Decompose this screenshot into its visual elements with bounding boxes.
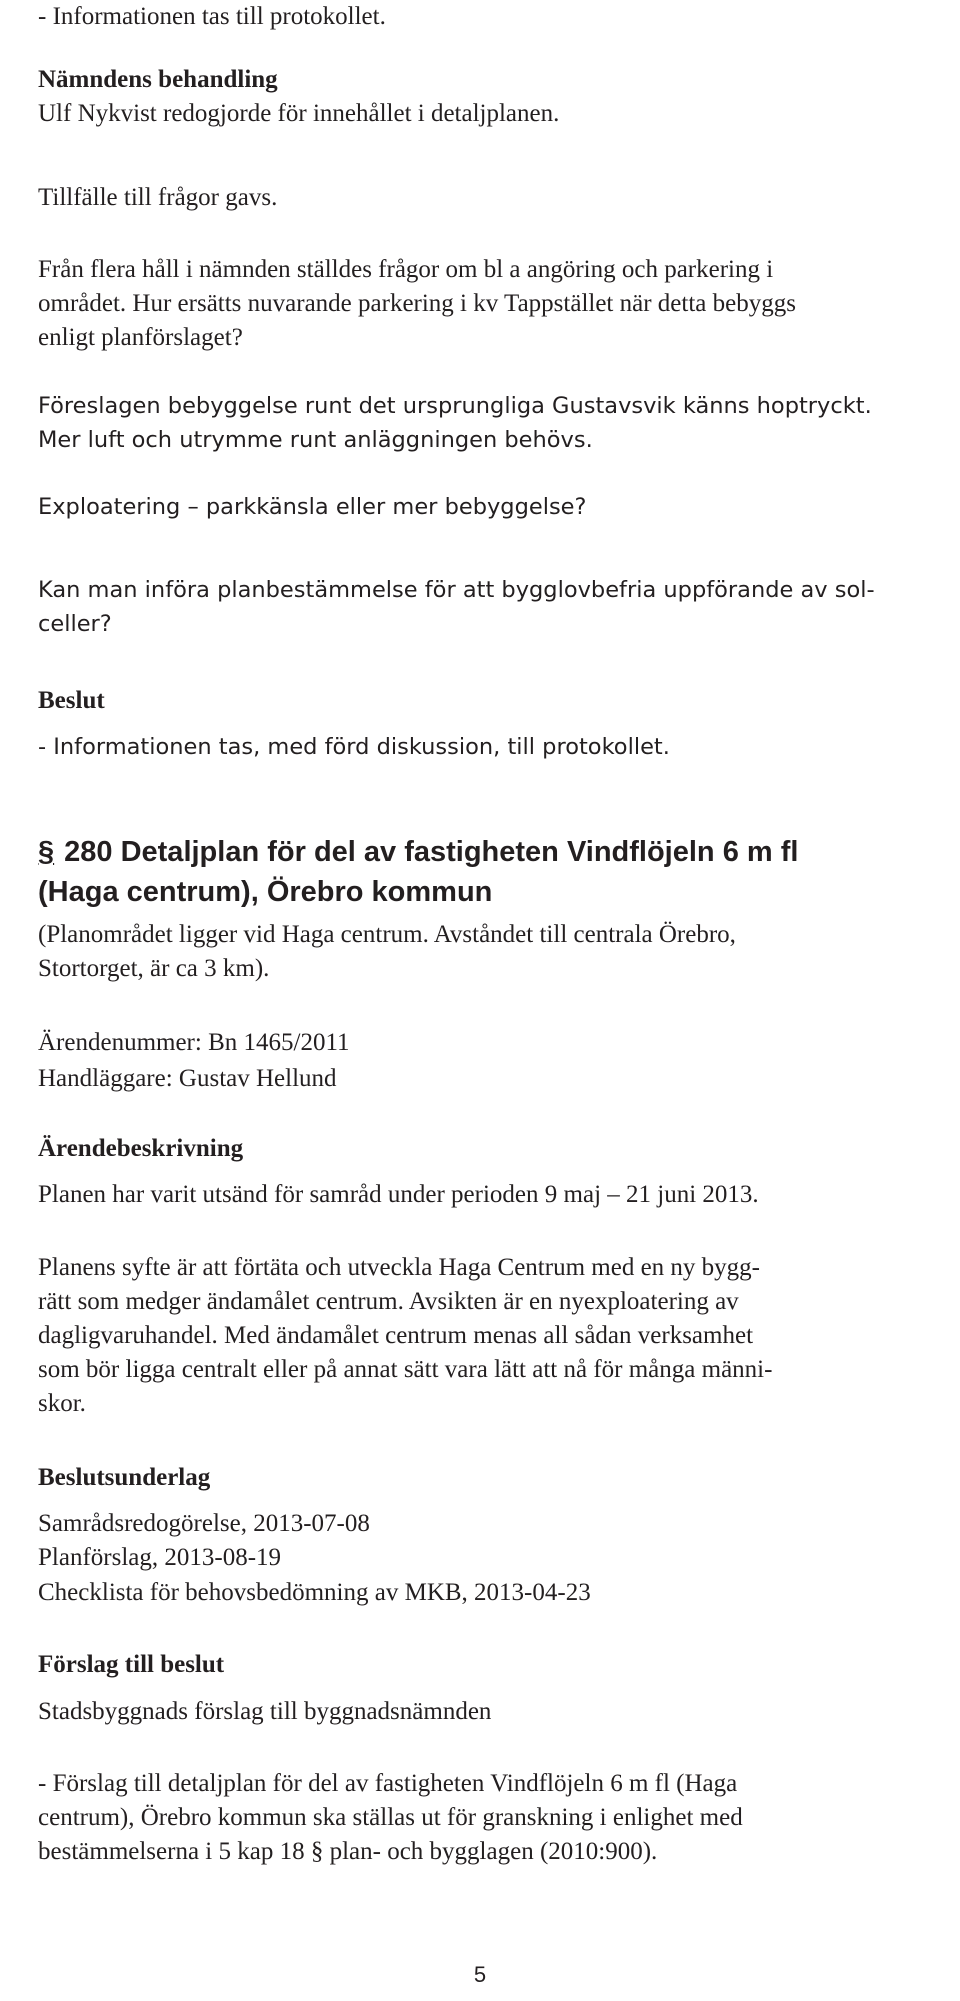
item-280-title: 280 Detaljplan för del av fastigheten Vindflöjeln 6 m fl (Haga centrum), Örebro kommun xyxy=(38,836,799,908)
decision-text: - Informationen tas, med förd diskussion, till protokollet. xyxy=(38,734,670,760)
questions-paragraph: Från flera håll i nämnden ställdes frågor om bl a angöring och parkering i området. Hur ersätts nuvarande parkering i kv Tappstället när detta bebyggs enligt planförslaget? xyxy=(38,256,796,351)
comment-solceller: Kan man införa planbestämmelse för att bygglovbefria uppförande av sol- celler? xyxy=(38,577,875,637)
description-consultation: Planen har varit utsänd för samråd under perioden 9 maj – 21 juni 2013. xyxy=(38,1181,759,1208)
committee-heading: Nämndens behandling xyxy=(38,66,278,93)
proposal-intro: Stadsbyggnads förslag till byggnadsnämnden xyxy=(38,1698,492,1725)
info-line: - Informationen tas till protokollet. xyxy=(38,3,386,30)
basis-heading: Beslutsunderlag xyxy=(38,1464,211,1491)
comment-exploatering: Exploatering – parkkänsla eller mer bebyggelse? xyxy=(38,494,587,520)
basis-item: Checklista för behovsbedömning av MKB, 2013-04-23 xyxy=(38,1579,591,1606)
proposal-heading: Förslag till beslut xyxy=(38,1651,225,1678)
description-heading: Ärendebeskrivning xyxy=(38,1135,244,1162)
questions-line: Tillfälle till frågor gavs. xyxy=(38,184,278,211)
basis-item: Planförslag, 2013-08-19 xyxy=(38,1544,282,1571)
proposal-text: - Förslag till detaljplan för del av fastigheten Vindflöjeln 6 m fl (Haga centrum), Örebro kommun ska ställas ut för granskning i enlighet med bestämmelserna i 5 kap 18 § plan- och bygglagen (2010:900). xyxy=(38,1770,743,1865)
decision-heading: Beslut xyxy=(38,687,105,714)
basis-item: Samrådsredogörelse, 2013-07-08 xyxy=(38,1510,370,1537)
case-number: Ärendenummer: Bn 1465/2011 xyxy=(38,1029,350,1056)
location-note: (Planområdet ligger vid Haga centrum. Avståndet till centrala Örebro, Stortorget, är ca 3 km). xyxy=(38,921,736,982)
comment-hoptryckt: Föreslagen bebyggelse runt det ursprungliga Gustavsvik känns hoptryckt. Mer luft och utrymme runt anläggningen behövs. xyxy=(38,393,872,453)
report-line: Ulf Nykvist redogjorde för innehållet i detaljplanen. xyxy=(38,100,560,127)
page-number: 5 xyxy=(473,1962,487,1987)
item-280-heading xyxy=(38,832,938,912)
description-purpose: Planens syfte är att förtäta och utveckla Haga Centrum med en ny bygg- rätt som medger ändamålet centrum. Avsikten är en nyexploatering av dagligvaruhandel. Med ändamålet centrum menas all sådan verksamhet som bör ligga centralt eller på annat sätt vara lätt att nå för många männi- skor. xyxy=(38,1254,773,1417)
case-handler: Handläggare: Gustav Hellund xyxy=(38,1065,337,1092)
section-sign: § xyxy=(38,836,55,868)
